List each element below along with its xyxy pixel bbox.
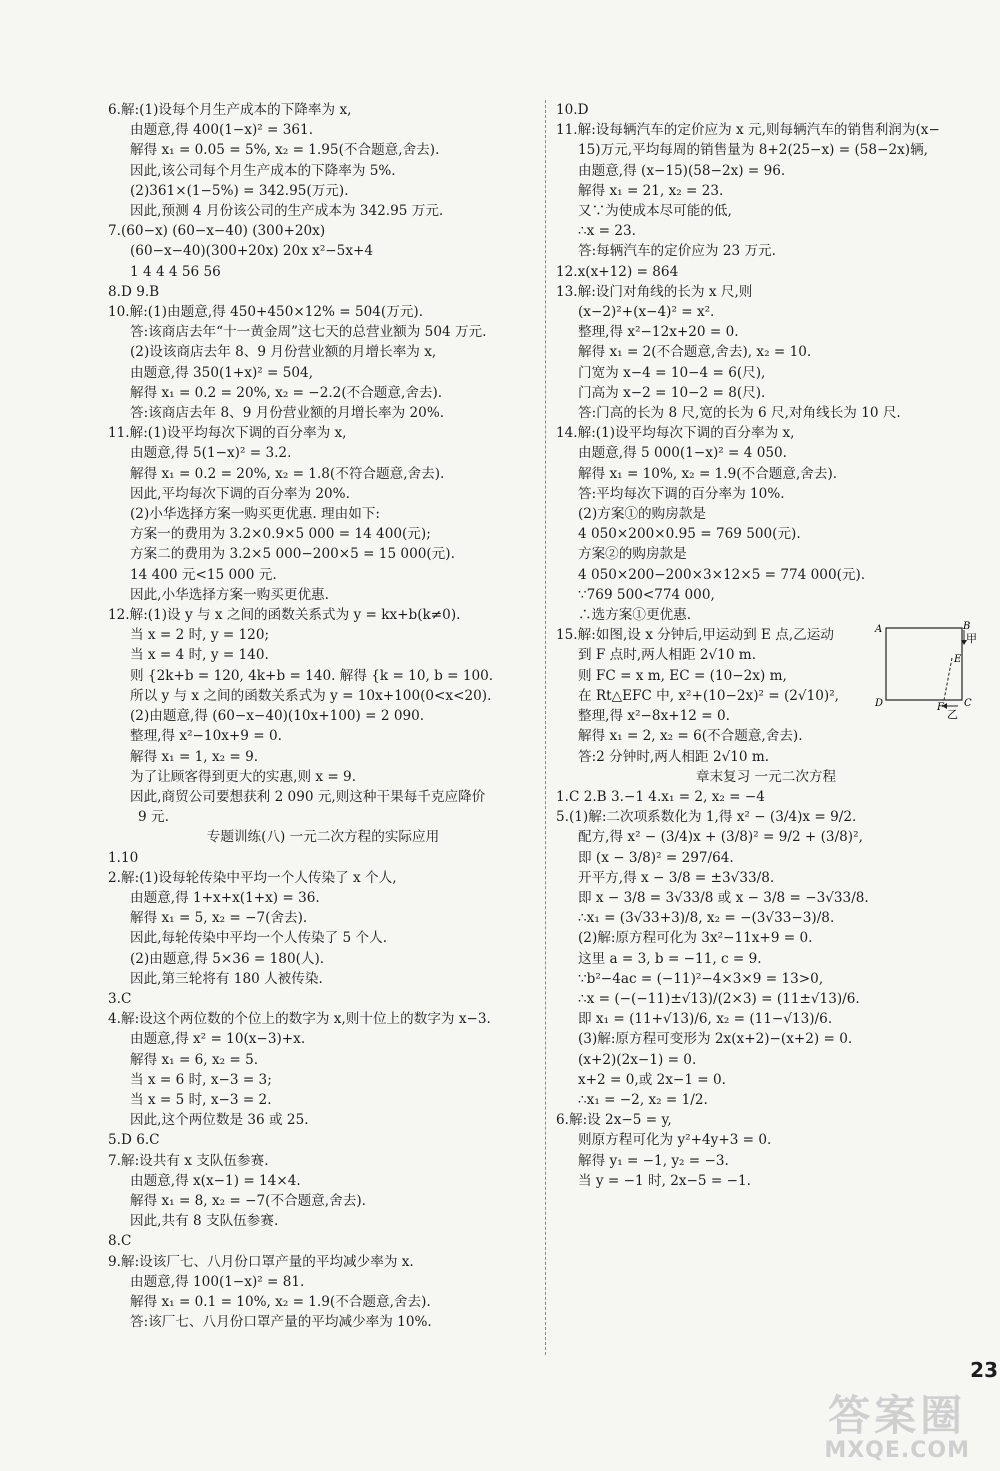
watermark-text: 答案圈 (828, 1390, 967, 1440)
answer-line: 门高为 x−2 = 10−2 = 8(尺). (578, 384, 766, 401)
answer-line: 即 x − 3/8 = 3√33/8 或 x − 3/8 = −3√33/8. (578, 889, 869, 906)
answer-line: 11.解:设每辆汽车的定价应为 x 元,则每辆汽车的销售利润为(x− (556, 122, 940, 139)
answer-line: 1 4 4 4 56 56 (130, 263, 221, 280)
answer-line: 解得 x₁ = 1, x₂ = 9. (130, 748, 259, 765)
answer-line: 因此,平均每次下调的百分率为 20%. (130, 485, 350, 502)
answer-line: 整理,得 x²−8x+12 = 0. (578, 708, 730, 725)
answer-line: ∴x = (−(−11)±√13)/(2×3) = (11±√13)/6. (578, 990, 860, 1007)
answer-line: (2)361×(1−5%) = 342.95(万元). (130, 182, 349, 199)
answer-line: 则 FC = x m, EC = (10−2x) m, (578, 667, 787, 684)
label-c: C (964, 698, 972, 709)
answer-line: 则 {2k+b = 120, 4k+b = 140. 解得 {k = 10, b = 100. (130, 667, 494, 684)
label-f: F (937, 702, 944, 713)
answer-line: 因此,该公司每个月生产成本的下降率为 5%. (130, 162, 396, 179)
label-d: D (875, 698, 884, 709)
answer-line: 7.(60−x) (60−x−40) (300+20x) (108, 223, 326, 240)
answer-line: (x+2)(2x−1) = 0. (578, 1051, 697, 1068)
watermark-logo (824, 1390, 970, 1463)
answer-line: 7.解:设共有 x 支队伍参赛. (108, 1152, 269, 1169)
answer-line: (2)小华选择方案一购买更优惠. 理由如下: (130, 506, 380, 523)
answer-line: 4 050×200−200×3×12×5 = 774 000(元). (578, 566, 866, 583)
label-yi: 乙 (947, 708, 958, 721)
answer-line: 6.解:(1)设每个月生产成本的下降率为 x, (108, 102, 352, 118)
answer-line: 即 (x − 3/8)² = 297/64. (578, 849, 734, 866)
answer-line: 所以 y 与 x 之间的函数关系式为 y = 10x+100(0<x<20). (130, 687, 492, 704)
answer-line: 解得 x₁ = 6, x₂ = 5. (130, 1051, 259, 1068)
answer-line: 15.解:如图,设 x 分钟后,甲运动到 E 点,乙运动 (556, 627, 834, 644)
answer-line: 4.解:设这个两位数的个位上的数字为 x,则十位上的数字为 x−3. (108, 1011, 491, 1028)
answer-line: 10.解:(1)由题意,得 450+450×12% = 504(万元). (108, 304, 424, 321)
answer-line: 解得 y₁ = −1, y₂ = −3. (578, 1152, 729, 1169)
answer-line: 解得 x₁ = 2, x₂ = 6(不合题意,舍去). (578, 728, 803, 745)
answer-line: 章末复习 一元二次方程 (695, 768, 837, 785)
answer-line: 14.解:(1)设平均每次下调的百分率为 x, (556, 425, 795, 442)
answer-line: (3)解:原方程可变形为 2x(x+2)−(x+2) = 0. (578, 1031, 853, 1048)
answer-line: 方案②的购房款是 (578, 546, 687, 563)
answer-line: 12.x(x+12) = 864 (556, 263, 679, 280)
page-number: 23 (970, 1358, 998, 1382)
answer-line: 由题意,得 350(1+x)² = 504, (130, 364, 314, 381)
answer-line: 因此,小华选择方案一购买更优惠. (130, 586, 329, 603)
answer-line: 解得 x₁ = 8, x₂ = −7(不合题意,舍去). (130, 1192, 366, 1209)
answer-line: 9 元. (138, 809, 169, 826)
answer-line: 由题意,得 (x−15)(58−2x) = 96. (578, 162, 786, 179)
answer-line: 解得 x₁ = 0.2 = 20%, x₂ = −2.2(不合题意,舍去). (130, 384, 443, 401)
answer-line: 5.D 6.C (108, 1132, 160, 1149)
answer-line: 这里 a = 3, b = −11, c = 9. (578, 950, 762, 967)
left-column (108, 100, 538, 1332)
answer-line: 答:2 分钟时,两人相距 2√10 m. (578, 748, 770, 765)
answer-line: 14 400 元<15 000 元. (130, 566, 277, 583)
answer-line: 解得 x₁ = 0.1 = 10%, x₂ = 1.9(不合题意,舍去). (130, 1293, 431, 1310)
answer-line: 由题意,得 1+x+x(1+x) = 36. (130, 889, 320, 906)
answer-line: 15)万元,平均每周的销售量为 8+2(25−x) = (58−2x)辆, (578, 142, 928, 159)
answer-line: (2)设该商店去年 8、9 月份营业额的月增长率为 x, (130, 344, 437, 361)
answer-line: 3.C (108, 990, 132, 1007)
answer-line: 1.C 2.B 3.−1 4.x₁ = 2, x₂ = −4 (556, 788, 765, 805)
answer-line: ∴x₁ = −2, x₂ = 1/2. (578, 1091, 708, 1108)
label-jia: 甲 (966, 632, 977, 645)
answer-line: 当 x = 4 时, y = 140. (130, 647, 269, 664)
answer-line: 由题意,得 x² = 10(x−3)+x. (130, 1031, 306, 1048)
answer-line: 9.解:设该厂七、八月份口罩产量的平均减少率为 x. (108, 1253, 414, 1270)
answer-line: 10.D (556, 102, 589, 118)
answer-line: 由题意,得 5 000(1−x)² = 4 050. (578, 445, 787, 462)
answer-line: 解得 x₁ = 0.05 = 5%, x₂ = 1.95(不合题意,舍去). (130, 142, 440, 159)
answer-line: 整理,得 x²−10x+9 = 0. (130, 728, 282, 745)
answer-line: ∵b²−4ac = (−11)²−4×3×9 = 13>0, (578, 970, 824, 987)
answer-line: 当 x = 2 时, y = 120; (130, 627, 270, 644)
answer-line: 即 x₁ = (11+√13)/6, x₂ = (11−√13)/6. (578, 1011, 833, 1028)
answer-line: 为了让顾客得到更大的实惠,则 x = 9. (130, 768, 357, 785)
answer-line: 由题意,得 x(x−1) = 14×4. (130, 1172, 301, 1189)
answer-line: 方案一的费用为 3.2×0.9×5 000 = 14 400(元); (130, 526, 431, 543)
answer-line: 当 y = −1 时, 2x−5 = −1. (578, 1172, 751, 1189)
answer-line: 4 050×200×0.95 = 769 500(元). (578, 526, 801, 543)
answer-line: 因此,第三轮将有 180 人被传染. (130, 970, 323, 987)
answer-line: 5.(1)解:二次项系数化为 1,得 x² − (3/4)x = 9/2. (556, 809, 857, 826)
answer-line: 2.解:(1)设每轮传染中平均一个人传染了 x 个人, (108, 869, 397, 886)
answer-line: x+2 = 0,或 2x−1 = 0. (578, 1071, 726, 1088)
answer-line: 当 x = 5 时, x−3 = 2. (130, 1091, 272, 1108)
answer-line: ∴x₁ = (3√33+3)/8, x₂ = −(3√33−3)/8. (578, 910, 835, 927)
answer-line: 在 Rt△EFC 中, x²+(10−2x)² = (2√10)², (578, 687, 839, 704)
answer-line: 1.10 (108, 849, 139, 866)
answer-line: 解得 x₁ = 0.2 = 20%, x₂ = 1.8(不符合题意,舍去). (130, 465, 445, 482)
answer-line: ∴选方案①更优惠. (578, 607, 692, 624)
answer-line: 专题训练(八) 一元二次方程的实际应用 (206, 829, 440, 846)
answer-line: 开平方,得 x − 3/8 = ±3√33/8. (578, 869, 775, 886)
answer-line: 由题意,得 5(1−x)² = 3.2. (130, 445, 292, 462)
answer-line: 解得 x₁ = 2(不合题意,舍去), x₂ = 10. (578, 344, 812, 361)
watermark-url: MXQE.COM (824, 1437, 970, 1463)
label-e: E (954, 654, 962, 665)
answer-line: 则原方程可化为 y²+4y+3 = 0. (578, 1132, 772, 1149)
answer-line: 答:平均每次下调的百分率为 10%. (578, 485, 785, 502)
answer-line: (2)方案①的购房款是 (578, 506, 707, 523)
answer-line: 解得 x₁ = 21, x₂ = 23. (578, 182, 724, 199)
answer-line: (60−x−40)(300+20x) 20x x²−5x+4 (130, 243, 374, 260)
answer-line: 由题意,得 100(1−x)² = 81. (130, 1273, 305, 1290)
geometry-figure (874, 618, 977, 721)
column-divider (545, 100, 546, 1355)
answer-line: 方案二的费用为 3.2×5 000−200×5 = 15 000(元). (130, 546, 455, 563)
answer-line: 当 x = 6 时, x−3 = 3; (130, 1071, 272, 1088)
answer-line: 8.D 9.B (108, 283, 160, 300)
answer-line: 配方,得 x² − (3/4)x + (3/8)² = 9/2 + (3/8)², (578, 829, 863, 846)
label-b: B (963, 621, 971, 632)
answer-line: 6.解:设 2x−5 = y, (556, 1112, 672, 1129)
answer-line: 答:该厂七、八月份口罩产量的平均减少率为 10%. (130, 1314, 432, 1331)
answer-line: 门宽为 x−4 = 10−4 = 6(尺), (578, 364, 766, 381)
answer-line: 答:门高的长为 8 尺,宽的长为 6 尺,对角线长为 10 尺. (578, 405, 901, 422)
answer-line: (2)由题意,得 5×36 = 180(人). (130, 950, 325, 967)
answer-line: (2)解:原方程可化为 3x²−11x+9 = 0. (578, 930, 813, 947)
answer-line: 因此,商贸公司要想获利 2 090 元,则这种干果每千克应降价 (130, 788, 486, 805)
answer-line: 答:该商店去年 8、9 月份营业额的月增长率为 20%. (130, 405, 445, 422)
answer-line: 到 F 点时,两人相距 2√10 m. (578, 647, 757, 664)
answer-line: 因此,共有 8 支队伍参赛. (130, 1213, 279, 1230)
answer-line: 因此,每轮传染中平均一个人传染了 5 个人. (130, 930, 388, 947)
answer-line: 解得 x₁ = 5, x₂ = −7(舍去). (130, 910, 308, 927)
answer-line: 因此,预测 4 月份该公司的生产成本为 342.95 万元. (130, 203, 444, 220)
answer-line: 整理,得 x²−12x+20 = 0. (578, 324, 739, 341)
answer-line: 由题意,得 400(1−x)² = 361. (130, 122, 314, 139)
answer-line: 12.解:(1)设 y 与 x 之间的函数关系式为 y = kx+b(k≠0). (108, 607, 461, 624)
answer-line: 答:该商店去年“十一黄金周”这七天的总营业额为 504 万元. (130, 324, 487, 341)
answer-line: (2)由题意,得 (60−x−40)(10x+100) = 2 090. (130, 708, 425, 725)
answer-line: 因此,这个两位数是 36 或 25. (130, 1112, 309, 1129)
answer-line: 又∵为使成本尽可能的低, (578, 203, 732, 220)
answer-line: 解得 x₁ = 10%, x₂ = 1.9(不合题意,舍去). (578, 465, 838, 482)
label-a: A (875, 624, 883, 635)
answer-line: (x−2)²+(x−4)² = x². (578, 304, 715, 321)
answer-line: 8.C (108, 1233, 132, 1250)
answer-line: ∵769 500<774 000, (578, 586, 715, 603)
answer-line: 11.解:(1)设平均每次下调的百分率为 x, (108, 425, 347, 442)
answer-line: 答:每辆汽车的定价应为 23 万元. (578, 243, 776, 260)
answer-line: ∴x = 23. (578, 223, 636, 240)
answer-line: 13.解:设门对角线的长为 x 尺,则 (556, 283, 753, 300)
